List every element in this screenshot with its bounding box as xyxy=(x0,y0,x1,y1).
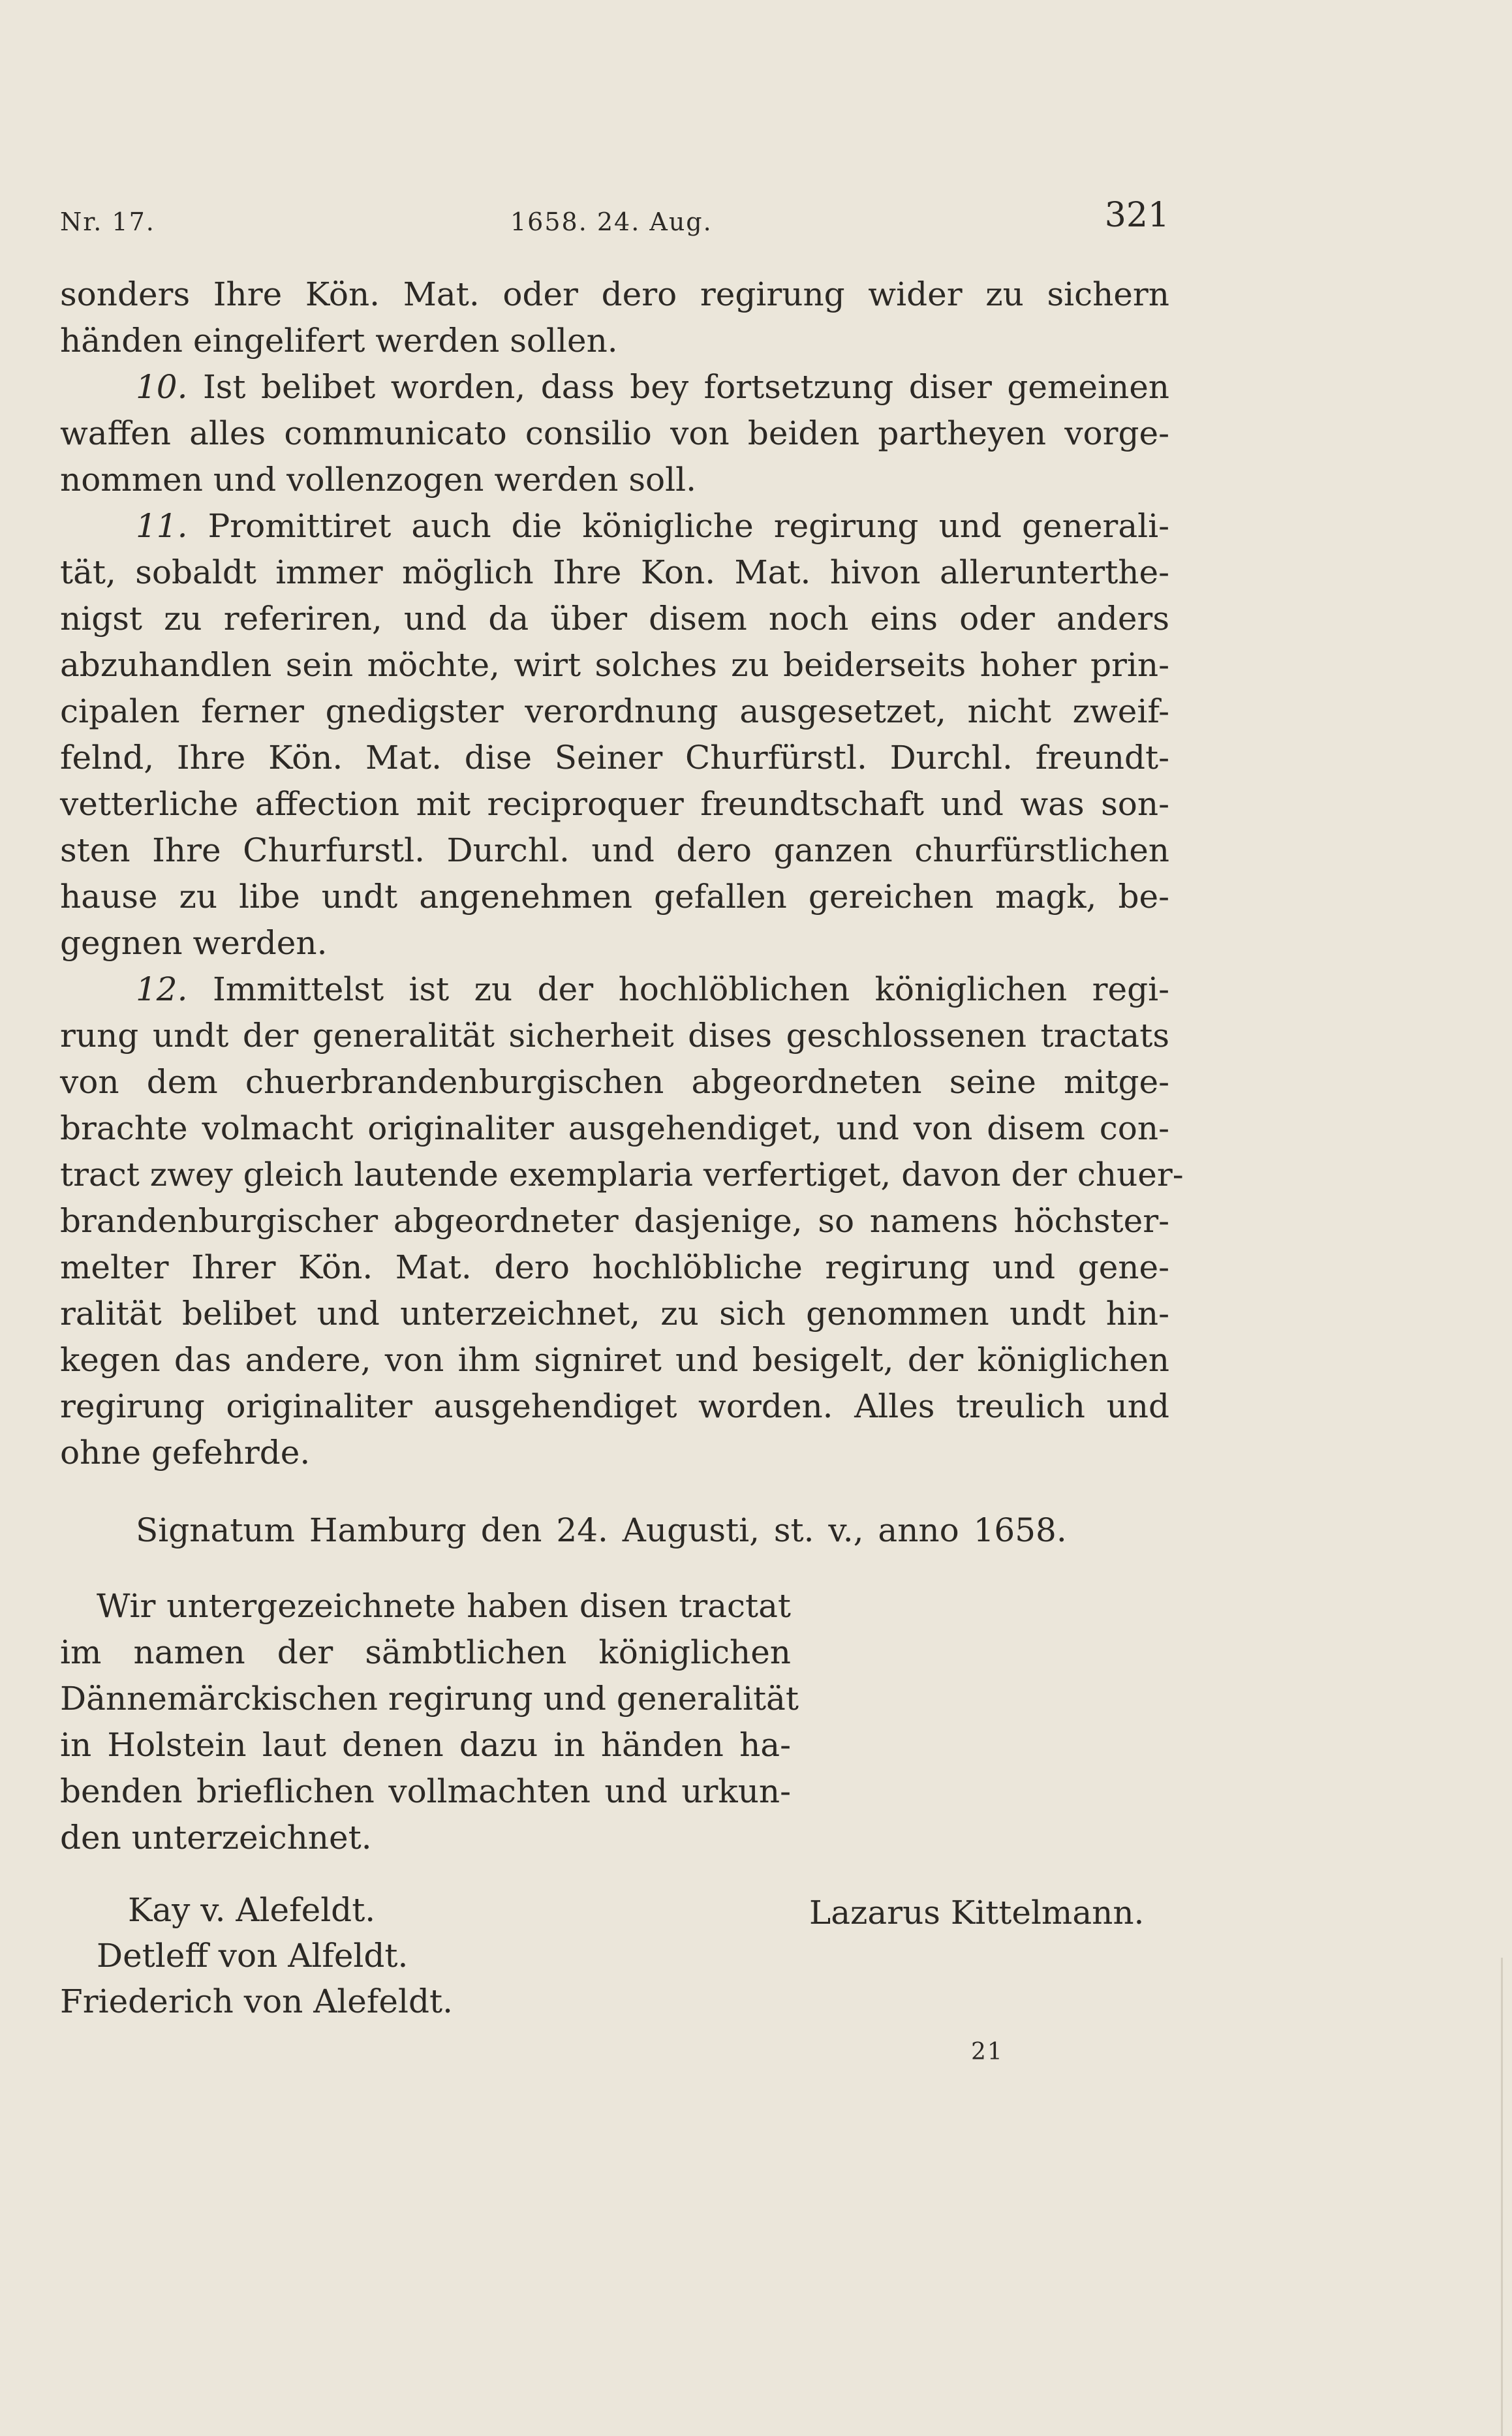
text-line: rung undt der generalität sicherheit dises geschlossenen tractats xyxy=(60,1017,1169,1055)
declaration-line: Wir untergezeichnete haben disen tractat xyxy=(97,1587,791,1625)
text-line: händen eingelifert werden sollen. xyxy=(60,322,618,360)
text-line: tract zwey gleich lautende exemplaria verfertiget, davon der chuer- xyxy=(60,1156,1184,1194)
signatories-declaration xyxy=(60,1583,799,1861)
treaty-text xyxy=(60,271,1184,1476)
page-edge-divider xyxy=(1501,1958,1503,2436)
signatum-line: Signatum Hamburg den 24. Augusti, st. v., anno 1658. xyxy=(136,1511,1067,1549)
text-line: melter Ihrer Kön. Mat. dero hochlöbliche regirung und gene- xyxy=(60,1248,1169,1286)
signatory-name: Kay v. Alefeldt. xyxy=(128,1891,376,1929)
text-line: von dem chuerbrandenburgischen abgeordneten seine mitge- xyxy=(60,1063,1169,1101)
text-line: ralität belibet und unterzeichnet, zu sich genommen undt hin- xyxy=(60,1295,1169,1333)
text-line: waffen alles communicato consilio von beiden partheyen vorge- xyxy=(60,414,1169,452)
text-line: regirung originaliter ausgehendiget worden. Alles treulich und xyxy=(60,1387,1169,1425)
declaration-line: im namen der sämbtlichen königlichen xyxy=(60,1633,791,1671)
signatory-right: Lazarus Kittelmann. xyxy=(809,1894,1145,1932)
text-line: vetterliche affection mit reciproquer freundtschaft und was son- xyxy=(60,785,1169,823)
article-10-line: 10. Ist belibet worden, dass bey fortsetzung diser gemeinen xyxy=(136,368,1169,406)
article-number: 11. xyxy=(136,507,188,545)
declaration-line: den unterzeichnet. xyxy=(60,1819,372,1857)
article-11-line: 11. Promittiret auch die königliche regirung und generali- xyxy=(136,507,1169,545)
declaration-line: Dännemärckischen regirung und generalität xyxy=(60,1680,799,1718)
article-12-line: 12. Immittelst ist zu der hochlöblichen königlichen regi- xyxy=(136,970,1169,1008)
declaration-line: benden brieflichen vollmachten und urkun- xyxy=(60,1772,791,1810)
document-date: 1658. 24. Aug. xyxy=(510,208,713,236)
text-line: tät, sobaldt immer möglich Ihre Kon. Mat. hivon allerunterthe- xyxy=(60,553,1169,591)
text-line: hause zu libe undt angenehmen gefallen gereichen magk, be- xyxy=(60,878,1169,916)
signatories-left xyxy=(60,1887,453,2024)
signatory-name: Detleff von Alfeldt. xyxy=(97,1937,409,1975)
page-number: 321 xyxy=(1104,196,1169,235)
declaration-line: in Holstein laut denen dazu in händen ha- xyxy=(60,1726,791,1764)
text-line: brachte volmacht originaliter ausgehendiget, und von disem con- xyxy=(60,1109,1169,1147)
signature-mark: 21 xyxy=(971,2039,1004,2065)
article-number: 12. xyxy=(136,970,188,1008)
text-line: gegnen werden. xyxy=(60,924,328,962)
signatory-name: Friederich von Alefeldt. xyxy=(60,1982,453,2020)
text-line: sonders Ihre Kön. Mat. oder dero regirung wider zu sichern xyxy=(60,275,1169,313)
text-line: abzuhandlen sein möchte, wirt solches zu beiderseits hoher prin- xyxy=(60,646,1169,684)
text-line: sten Ihre Churfurstl. Durchl. und dero ganzen churfürstlichen xyxy=(60,831,1169,869)
article-number: 10. xyxy=(136,368,188,406)
text-line: brandenburgischer abgeordneter dasjenige, so namens höchster- xyxy=(60,1202,1169,1240)
text-line: felnd, Ihre Kön. Mat. dise Seiner Churfürstl. Durchl. freundt- xyxy=(60,739,1169,777)
text-line: cipalen ferner gnedigster verordnung ausgesetzet, nicht zweif- xyxy=(60,692,1169,730)
page-header xyxy=(60,196,1169,248)
text-line: nommen und vollenzogen werden soll. xyxy=(60,461,696,499)
text-line: kegen das andere, von ihm signiret und besigelt, der königlichen xyxy=(60,1341,1169,1379)
text-line: nigst zu referiren, und da über disem noch eins oder anders xyxy=(60,600,1169,638)
document-number: Nr. 17. xyxy=(60,208,155,236)
text-line: ohne gefehrde. xyxy=(60,1434,311,1472)
